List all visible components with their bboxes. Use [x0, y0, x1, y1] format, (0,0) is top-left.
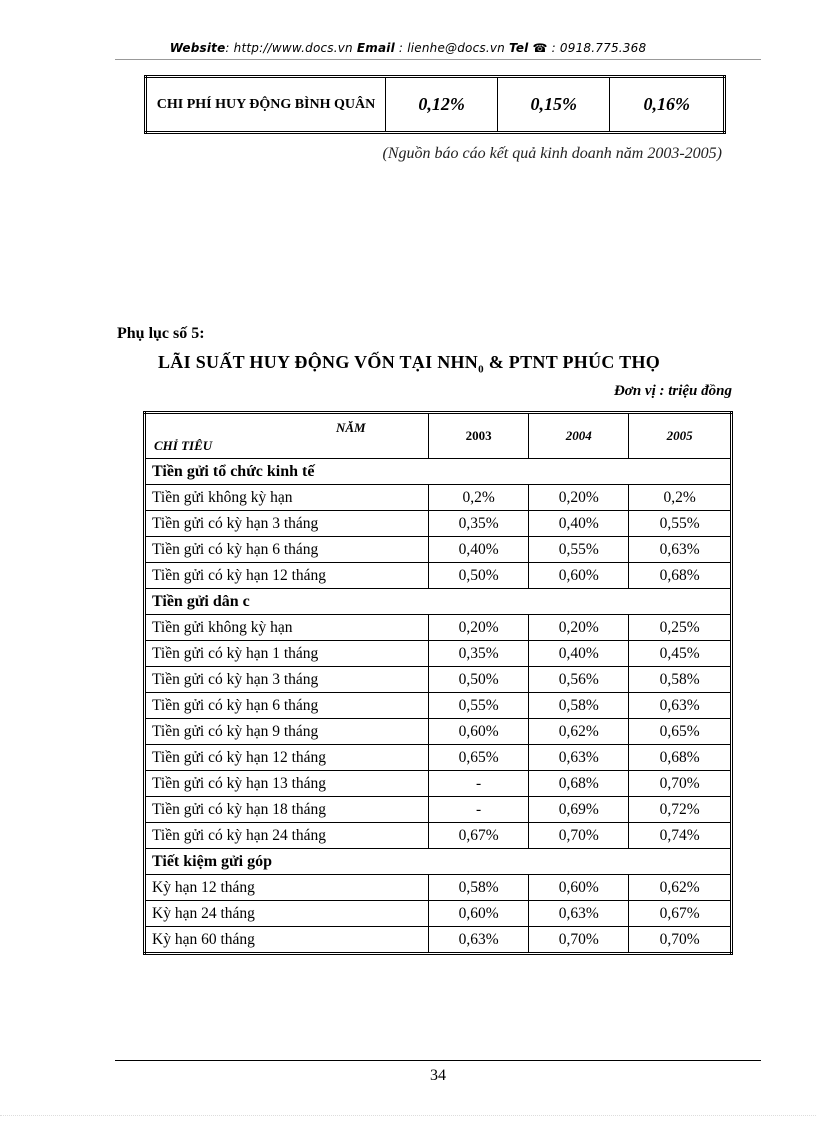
row-label: Tiền gửi không kỳ hạn — [145, 615, 429, 641]
table-row — [145, 563, 732, 589]
rate-cell: 0,45% — [629, 641, 732, 667]
rate-cell: 0,67% — [629, 901, 732, 927]
average-cost-2005: 0,16% — [610, 77, 725, 133]
rate-cell: 0,60% — [529, 563, 629, 589]
rate-cell: 0,55% — [629, 511, 732, 537]
table-header-row — [145, 413, 732, 459]
row-label: Tiền gửi có kỳ hạn 12 tháng — [145, 563, 429, 589]
average-cost-row — [146, 77, 725, 133]
row-label: Tiền gửi có kỳ hạn 1 tháng — [145, 641, 429, 667]
average-cost-table — [144, 75, 726, 134]
rate-cell: 0,62% — [629, 875, 732, 901]
rate-cell: 0,65% — [429, 745, 529, 771]
row-label: Tiền gửi có kỳ hạn 3 tháng — [145, 511, 429, 537]
rate-cell: 0,60% — [429, 901, 529, 927]
row-label: Tiền gửi có kỳ hạn 18 tháng — [145, 797, 429, 823]
corner-criteria-label: CHỈ TIÊU — [154, 438, 213, 453]
footer-rule — [115, 1060, 761, 1061]
tel-value: : 0918.775.368 — [547, 41, 647, 55]
rate-cell: 0,68% — [629, 563, 732, 589]
table-row — [145, 693, 732, 719]
corner-year-label: NĂM — [336, 420, 366, 435]
table-row — [145, 537, 732, 563]
row-label: Tiền gửi có kỳ hạn 12 tháng — [145, 745, 429, 771]
section-title: Tiết kiệm gửi góp — [145, 849, 732, 875]
rate-cell: 0,62% — [529, 719, 629, 745]
rate-cell: 0,67% — [429, 823, 529, 849]
table-row — [145, 641, 732, 667]
rate-cell: 0,63% — [529, 745, 629, 771]
table-corner-cell — [145, 413, 429, 459]
rate-cell: 0,50% — [429, 667, 529, 693]
table-row — [145, 901, 732, 927]
rate-cell: 0,60% — [529, 875, 629, 901]
table-row — [145, 667, 732, 693]
page-title — [158, 352, 660, 376]
email-label: Email — [356, 41, 395, 55]
row-label: Tiền gửi có kỳ hạn 9 tháng — [145, 719, 429, 745]
section-title: Tiền gửi tổ chức kinh tế — [145, 459, 732, 485]
rate-cell: 0,2% — [629, 485, 732, 511]
rate-cell: 0,55% — [429, 693, 529, 719]
rate-cell: 0,68% — [529, 771, 629, 797]
rate-cell: 0,74% — [629, 823, 732, 849]
rate-cell: 0,55% — [529, 537, 629, 563]
table-row — [145, 511, 732, 537]
rate-cell: 0,35% — [429, 511, 529, 537]
year-header-2003: 2003 — [429, 413, 529, 459]
rate-cell: 0,58% — [529, 693, 629, 719]
row-label: Tiền gửi có kỳ hạn 24 tháng — [145, 823, 429, 849]
tel-label: Tel — [508, 41, 529, 55]
appendix-label: Phụ lục số 5: — [117, 325, 205, 342]
rate-cell: 0,63% — [629, 693, 732, 719]
rate-cell: 0,68% — [629, 745, 732, 771]
average-cost-2004: 0,15% — [498, 77, 610, 133]
row-label: Kỳ hạn 24 tháng — [145, 901, 429, 927]
rate-cell: - — [429, 797, 529, 823]
rate-cell: 0,50% — [429, 563, 529, 589]
email-value: : lienhe@docs.vn — [394, 41, 509, 55]
rate-cell: 0,20% — [429, 615, 529, 641]
rate-cell: 0,40% — [429, 537, 529, 563]
table-row — [145, 745, 732, 771]
rate-cell: 0,35% — [429, 641, 529, 667]
year-header-2005: 2005 — [629, 413, 732, 459]
source-note: (Nguồn báo cáo kết quả kinh doanh năm 2003-2005) — [382, 145, 722, 162]
website-value: : http://www.docs.vn — [225, 41, 357, 55]
section-row — [145, 589, 732, 615]
title-rest: & PTNT PHÚC THỌ — [483, 352, 661, 372]
rate-cell: 0,63% — [429, 927, 529, 954]
table-row — [145, 719, 732, 745]
table-row — [145, 875, 732, 901]
rate-cell: 0,58% — [429, 875, 529, 901]
row-label: Tiền gửi có kỳ hạn 6 tháng — [145, 537, 429, 563]
phone-icon: ☎ — [532, 41, 548, 55]
rate-cell: 0,60% — [429, 719, 529, 745]
rate-cell: 0,25% — [629, 615, 732, 641]
table-row — [145, 485, 732, 511]
rate-cell: 0,70% — [529, 823, 629, 849]
header-rule — [115, 59, 761, 60]
page-number: 34 — [430, 1067, 446, 1084]
rate-cell: 0,40% — [529, 641, 629, 667]
rate-cell: 0,20% — [529, 615, 629, 641]
row-label: Kỳ hạn 60 tháng — [145, 927, 429, 954]
row-label: Tiền gửi không kỳ hạn — [145, 485, 429, 511]
rate-cell: 0,70% — [629, 927, 732, 954]
title-subscript: 0 — [478, 363, 484, 376]
table-row — [145, 823, 732, 849]
rate-cell: 0,63% — [629, 537, 732, 563]
section-row — [145, 849, 732, 875]
rate-cell: 0,2% — [429, 485, 529, 511]
average-cost-2003: 0,12% — [386, 77, 498, 133]
table-row — [145, 771, 732, 797]
average-cost-label: CHI PHÍ HUY ĐỘNG BÌNH QUÂN — [146, 77, 386, 133]
rate-cell: 0,72% — [629, 797, 732, 823]
rate-cell: 0,70% — [629, 771, 732, 797]
unit-label: Đơn vị : triệu đồng — [613, 383, 732, 399]
row-label: Tiền gửi có kỳ hạn 3 tháng — [145, 667, 429, 693]
rate-cell: 0,40% — [529, 511, 629, 537]
rate-cell: 0,69% — [529, 797, 629, 823]
section-title: Tiền gửi dân c — [145, 589, 732, 615]
section-row — [145, 459, 732, 485]
rate-cell: 0,56% — [529, 667, 629, 693]
interest-rate-table — [143, 411, 733, 955]
rate-cell: 0,65% — [629, 719, 732, 745]
year-header-2004: 2004 — [529, 413, 629, 459]
row-label: Tiền gửi có kỳ hạn 13 tháng — [145, 771, 429, 797]
row-label: Tiền gửi có kỳ hạn 6 tháng — [145, 693, 429, 719]
table-row — [145, 927, 732, 954]
title-main: LÃI SUẤT HUY ĐỘNG VỐN TẠI NHN — [158, 352, 479, 372]
rate-cell: 0,20% — [529, 485, 629, 511]
website-label: Website — [169, 41, 226, 55]
table-row — [145, 615, 732, 641]
bottom-dotted-rule — [0, 1115, 816, 1116]
rate-cell: 0,58% — [629, 667, 732, 693]
page-header — [0, 41, 816, 55]
rate-cell: 0,63% — [529, 901, 629, 927]
row-label: Kỳ hạn 12 tháng — [145, 875, 429, 901]
rate-cell: - — [429, 771, 529, 797]
table-row — [145, 797, 732, 823]
rate-cell: 0,70% — [529, 927, 629, 954]
